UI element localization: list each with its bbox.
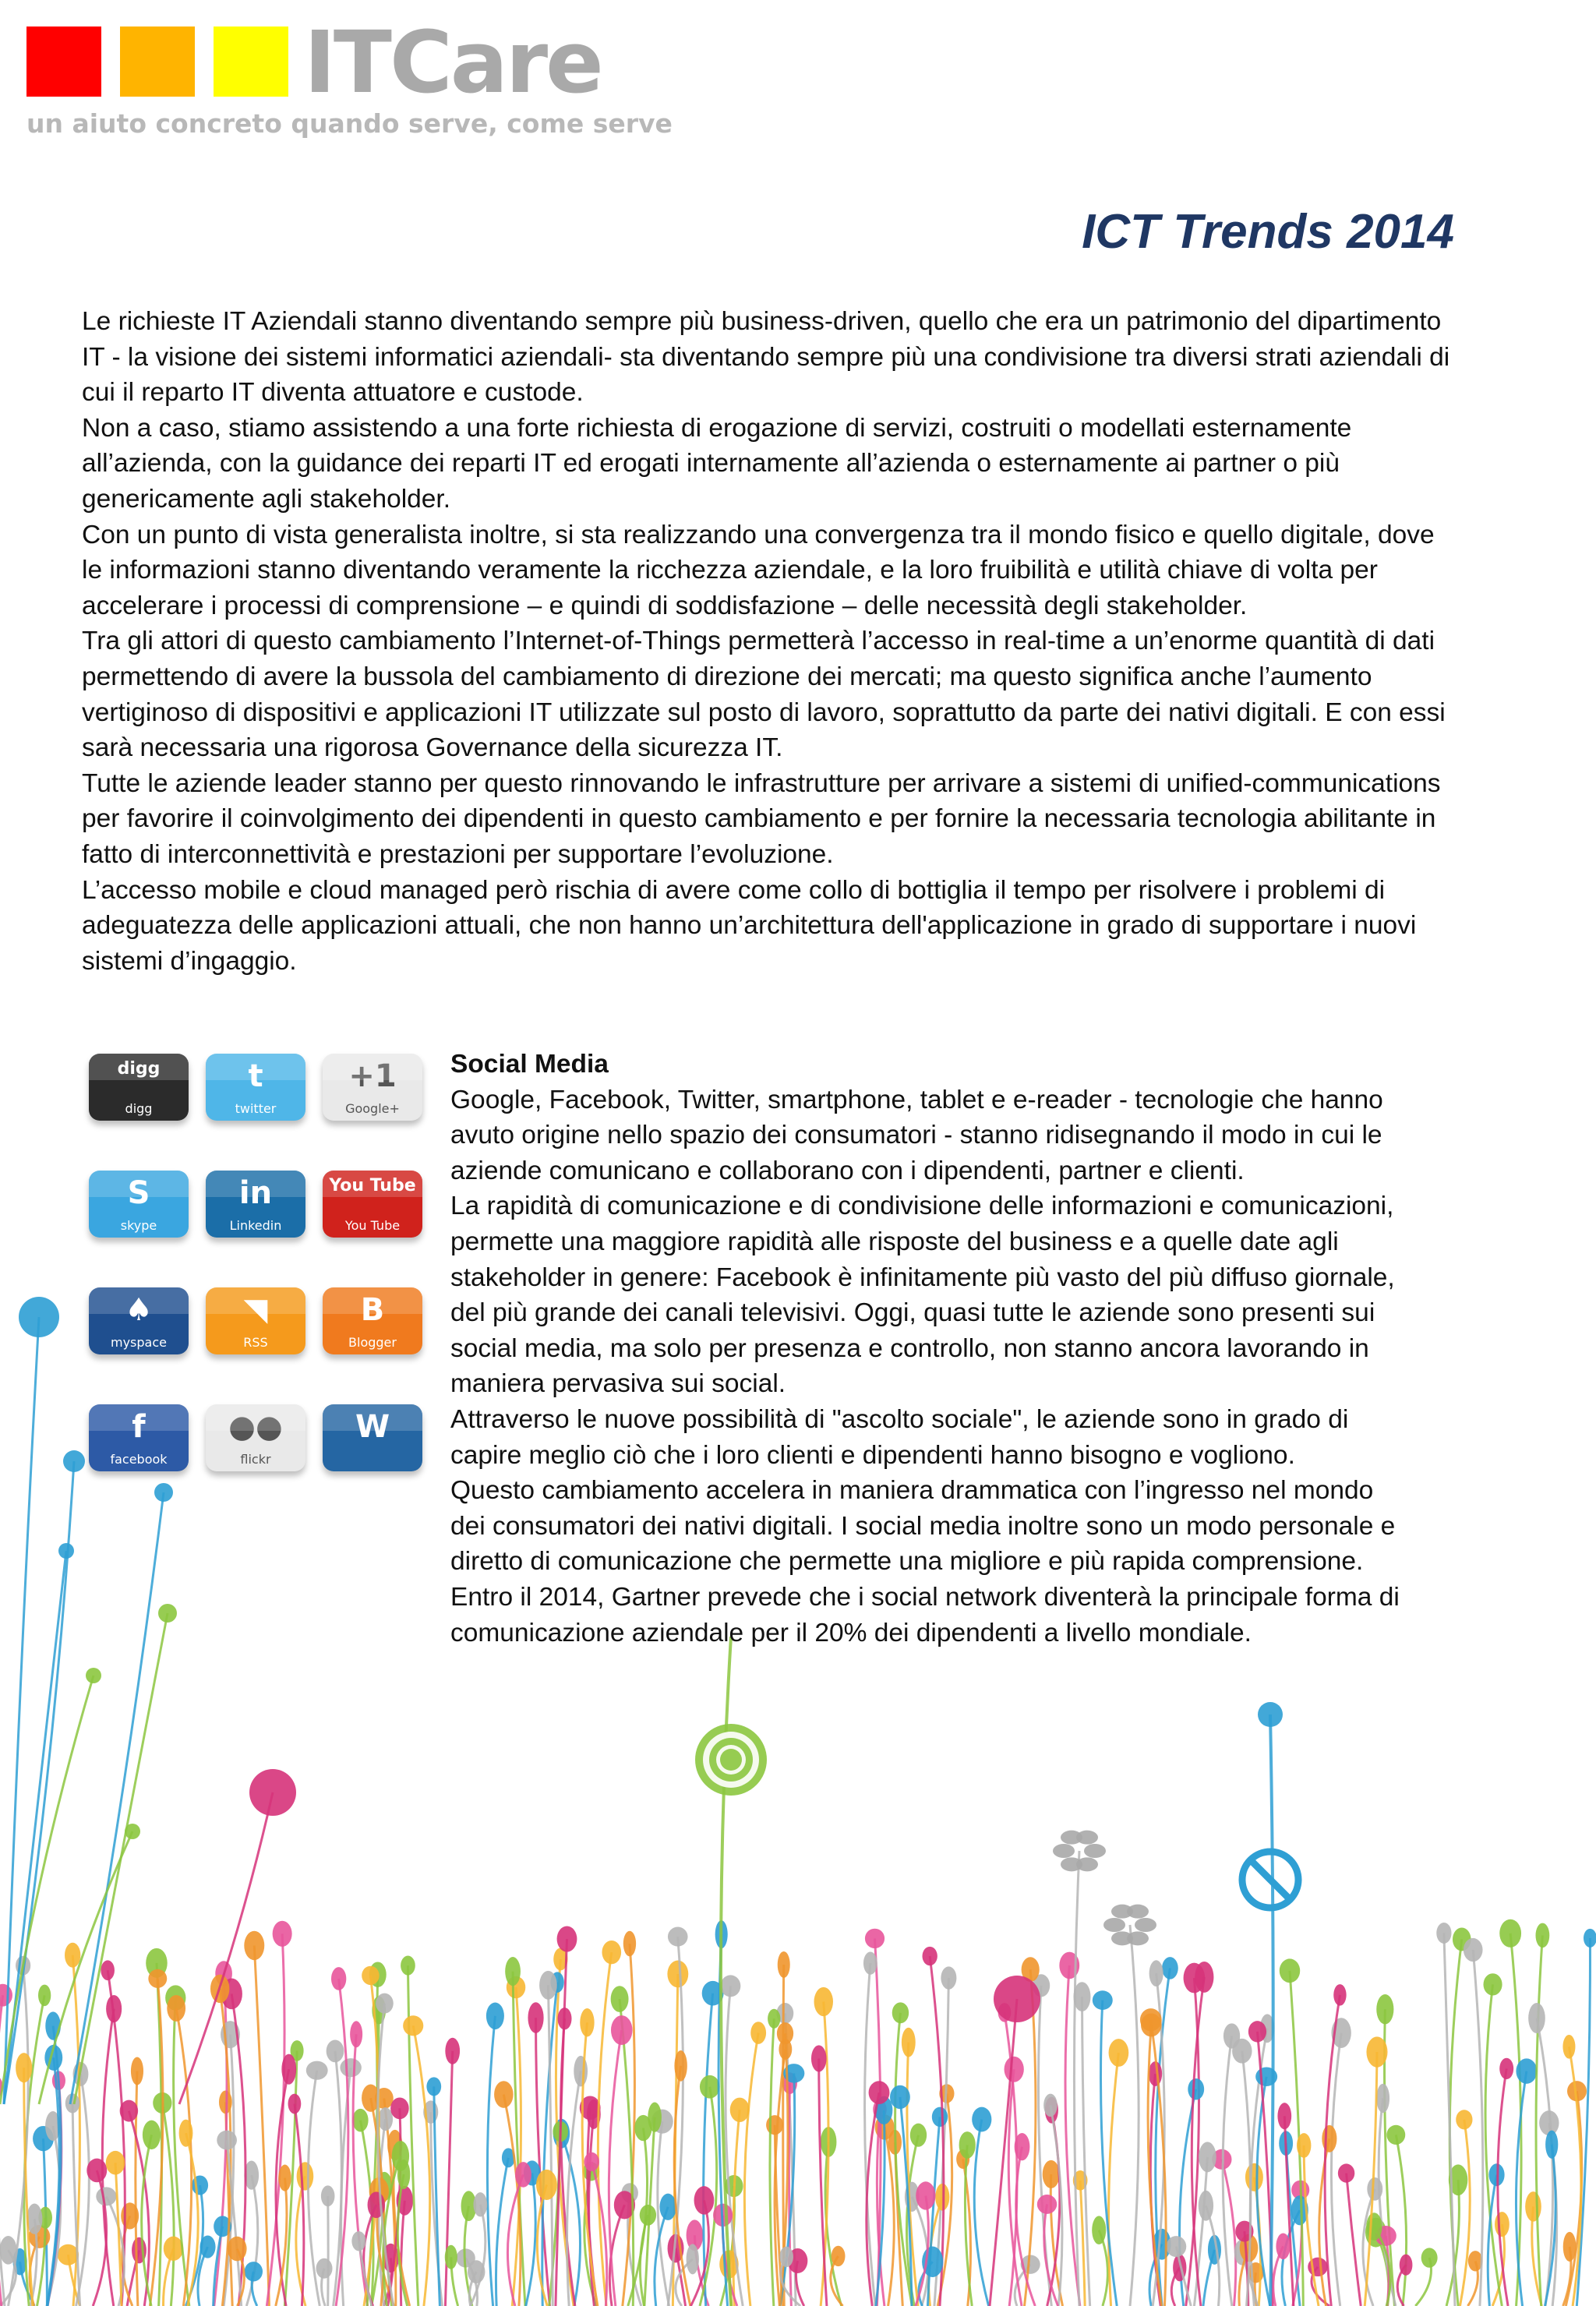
intro-body — [82, 304, 1453, 979]
document-title: ICT Trends 2014 — [1082, 205, 1454, 259]
intro-paragraph: Tra gli attori di questo cambiamento l’Internet-of-Things permetterà l’accesso in real-time a un’enorme quantità di dati permettendo di avere la bussola del cambiamento di direzione dei mercati; ma questo significa anche l’aumento vertiginoso di dispositivi e applicazioni IT utilizzate sul posto di lavoro, soprattutto da parte dei nativi digitali. E con essi sarà necessaria una rigorosa Governance della sicurezza IT. — [82, 627, 1446, 763]
social-paragraph: Questo cambiamento accelera in maniera drammatica con l’ingresso nel mondo dei consumatori dei nativi digitali. I social media inoltre sono un modo personale e diretto di comunicazione che permette una migliore e più rapida comprensione. — [450, 1476, 1396, 1577]
social-icon-glyph: B — [360, 1292, 385, 1328]
social-icon-label: myspace — [111, 1335, 167, 1350]
intro-paragraph: Non a caso, stiamo assistendo a una forte richiesta di erogazione di servizi, costruiti o modellati esternamente all’azienda, con la guidance dei reparti IT ed erogati internamente all’azienda o esternamente ai partner o più genericamente agli stakeholder. — [82, 413, 1352, 514]
logo-square-yellow — [214, 26, 288, 97]
logo-square-orange — [120, 26, 195, 97]
wordpress-icon — [323, 1404, 422, 1471]
social-icon-glyph: W — [355, 1409, 390, 1445]
social-icon-glyph: ◥ — [243, 1292, 268, 1328]
social-paragraph: Entro il 2014, Gartner prevede che i social network diventerà la principale forma di comunicazione aziendale per il 20% dei dipendenti a livello mondiale. — [450, 1582, 1400, 1647]
social-icon-label: Google+ — [345, 1101, 400, 1116]
brand-tagline: un aiuto concreto quando serve, come serve — [26, 108, 673, 139]
social-icon-glyph: S — [127, 1175, 150, 1211]
social-icon-glyph: t — [248, 1058, 263, 1094]
social-icon-glyph: You Tube — [329, 1176, 416, 1195]
social-icon-label: You Tube — [344, 1218, 401, 1233]
social-icon-glyph: digg — [117, 1059, 161, 1079]
social-icon-label: Linkedin — [229, 1218, 282, 1233]
social-icon-label: digg — [125, 1101, 153, 1116]
social-icon-glyph: +1 — [348, 1058, 397, 1094]
social-paragraph: La rapidità di comunicazione e di condivisione delle informazioni e comunicazioni, permette una maggiore rapidità alle risposte del business e a quelle date agli stakeholder in genere: Facebook è infinitamente più vasto del più diffuso giornale, del più grande dei canali televisivi. Oggi, quasi tutte le aziende sono presenti sui social media, ma solo per presenza e controllo, non stanno ancora lavorando in maniera pervasiva sui social. — [450, 1192, 1395, 1399]
social-icon-glyph: ●● — [228, 1409, 283, 1445]
social-icon-label: facebook — [110, 1452, 168, 1467]
intro-paragraph: Con un punto di vista generalista inoltre, si sta realizzando una convergenza tra il mondo fisico e quello digitale, dove le informazioni stanno diventando veramente la ricchezza aziendale, e la loro fruibilità e utilità chiave di volta per accelerare i processi di comprensione – e quindi di soddisfazione – delle necessità degli stakeholder. — [82, 520, 1435, 620]
flickr-icon — [206, 1404, 305, 1471]
skype-icon — [89, 1171, 189, 1238]
digg-icon — [89, 1054, 189, 1121]
social-icon-label: Blogger — [348, 1335, 397, 1350]
rss-icon — [206, 1287, 305, 1354]
social-icon-label: skype — [120, 1218, 157, 1233]
social-icon-glyph: ♠ — [125, 1292, 153, 1328]
facebook-icon — [89, 1404, 189, 1471]
myspace-icon — [89, 1287, 189, 1354]
social-media-section — [450, 1047, 1409, 1651]
brand-name: ITCare — [304, 12, 602, 112]
social-media-heading: Social Media — [450, 1050, 609, 1079]
social-icon-label: RSS — [243, 1335, 268, 1350]
intro-paragraph: Le richieste IT Aziendali stanno diventando sempre più business-driven, quello che era un patrimonio del dipartimento IT - la visione dei sistemi informatici aziendali- sta diventando sempre più una condivisione tra diversi strati aziendali di cui il reparto IT diventa attuatore e custode. — [82, 307, 1450, 408]
social-icon-label: flickr — [240, 1452, 271, 1467]
logo-square-red — [26, 26, 101, 97]
social-paragraph: Attraverso le nuove possibilità di "ascolto sociale", le aziende sono in grado di capire meglio ciò che i loro clienti e dipendenti hanno bisogno e vogliono. — [450, 1404, 1349, 1470]
social-paragraph: Google, Facebook, Twitter, smartphone, tablet e e-reader - tecnologie che hanno avuto origine nello spazio dei consumatori - stanno ridisegnando il modo in cui le aziende comunicano e collaborano con i dipendenti, partner e clienti. — [450, 1085, 1383, 1185]
linkedin-icon — [206, 1171, 305, 1238]
social-icon-glyph: in — [238, 1175, 273, 1211]
intro-paragraph: Tutte le aziende leader stanno per questo rinnovando le infrastrutture per arrivare a sistemi di unified-communications per favorire il coinvolgimento dei dipendenti in questo cambiamento e per fornire la necessaria tecnologia abilitante in fatto di interconnettività e prestazioni per supportare l’evoluzione. — [82, 768, 1441, 869]
youtube-icon — [323, 1171, 422, 1238]
twitter-icon — [206, 1054, 305, 1121]
social-icon-glyph: f — [132, 1409, 146, 1445]
blogger-icon — [323, 1287, 422, 1354]
intro-paragraph: L’accesso mobile e cloud managed però rischia di avere come collo di bottiglia il tempo per risolvere i problemi di adeguatezza delle applicazioni attuali, che non hanno un’architettura dell'applicazione in grado di supportare i nuovi sistemi d’ingaggio. — [82, 875, 1417, 976]
google-plus-icon — [323, 1054, 422, 1121]
social-icon-label: twitter — [235, 1101, 277, 1116]
